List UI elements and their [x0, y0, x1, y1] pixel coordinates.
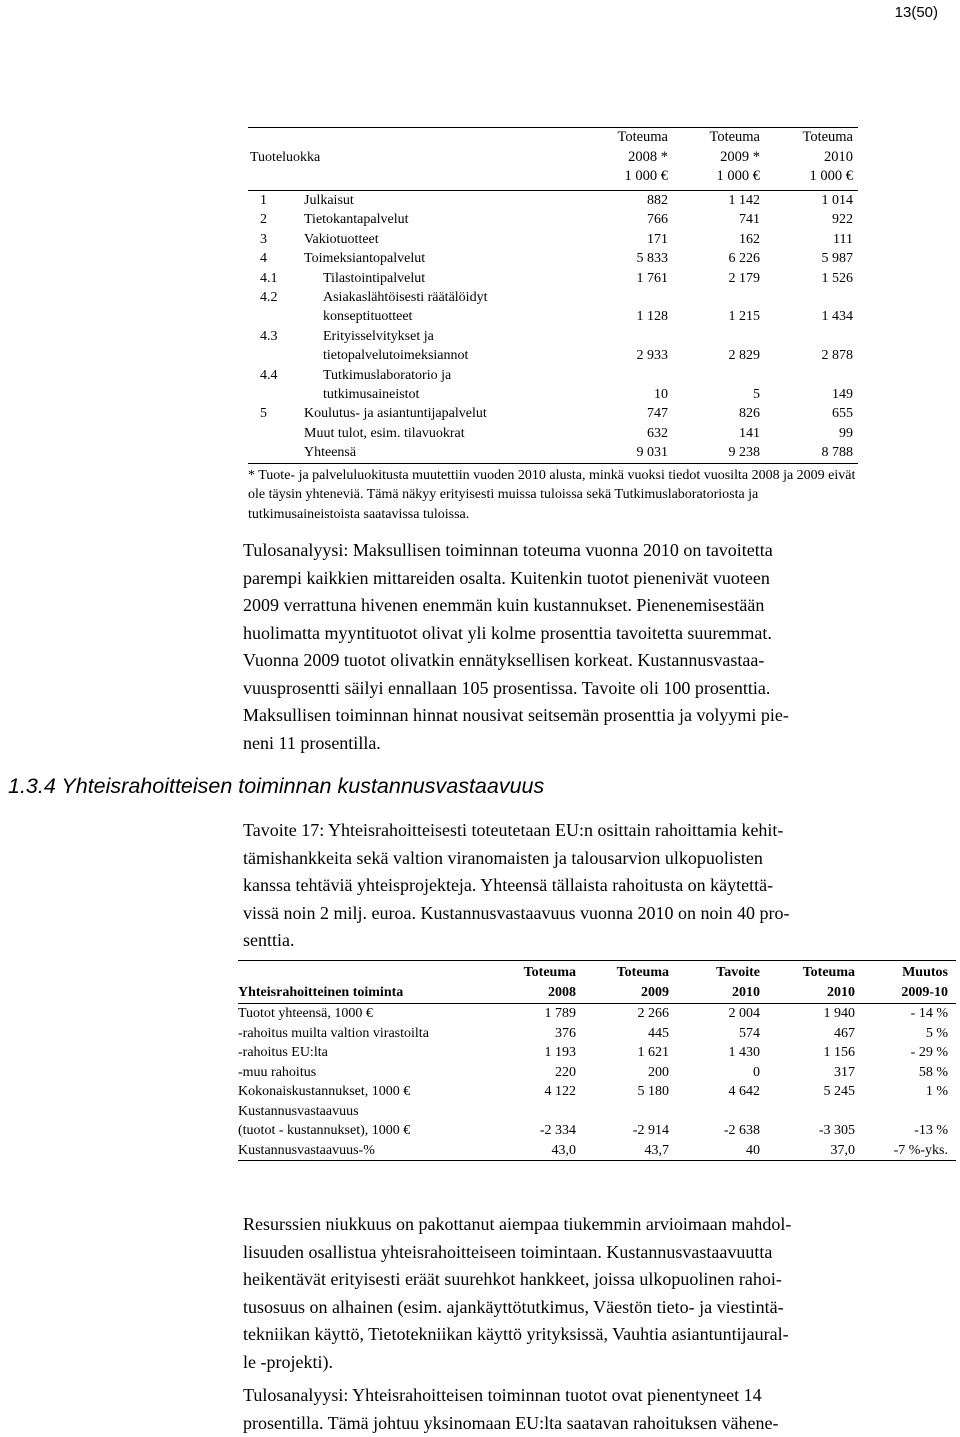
column-header: Toteuma 2010: [765, 963, 855, 1003]
table-row: [248, 327, 858, 366]
cell-value: 0: [670, 1063, 760, 1083]
row-number: 4: [260, 249, 267, 268]
cell-value: 467: [765, 1024, 855, 1044]
cell-value: 574: [670, 1024, 760, 1044]
row-number: 5: [260, 404, 267, 423]
text-line: Tulosanalyysi: Maksullisen toiminnan toteuma vuonna 2010 on tavoitetta: [243, 537, 943, 565]
row-label: [304, 249, 425, 268]
row-label-line: Koulutus- ja asiantuntijapalvelut: [304, 406, 487, 421]
analysis-paragraph: [243, 1382, 943, 1437]
row-label-line: Vakiotuotteet: [304, 232, 379, 247]
cell-value: 1 142: [670, 191, 760, 210]
cell-value: 99: [763, 424, 853, 443]
cell-value: 2 179: [670, 269, 760, 288]
cell-value: 4 642: [670, 1082, 760, 1102]
header-label: Yhteisrahoitteinen toiminta: [238, 985, 403, 1001]
text-line: Vuonna 2009 tuotot olivatkin ennätyksellisen korkeat. Kustannusvastaa-: [243, 647, 943, 675]
cell-value: 1 526: [763, 269, 853, 288]
row-number: 3: [260, 230, 267, 249]
row-label-line: tutkimusaineistot: [323, 385, 451, 404]
analysis-paragraph: [243, 537, 943, 757]
row-label: [238, 1063, 316, 1083]
cell-value: 1 761: [578, 269, 668, 288]
cell-value: 2 004: [670, 1004, 760, 1024]
row-label-line: Kokonaiskustannukset, 1000 €: [238, 1084, 410, 1099]
row-label: [323, 327, 468, 366]
cell-value: 1 156: [765, 1043, 855, 1063]
body-paragraph: [243, 1211, 943, 1376]
table-row: [238, 1004, 956, 1024]
cell-value: 317: [765, 1063, 855, 1083]
row-label-line: Tietokantapalvelut: [304, 212, 408, 227]
row-label-line: Tutkimuslaboratorio ja: [323, 368, 451, 383]
text-line: Resurssien niukkuus on pakottanut aiempaa tiukemmin arvioimaan mahdol-: [243, 1211, 943, 1239]
cell-value: -7 %-yks.: [858, 1141, 948, 1161]
section-heading: 1.3.4 Yhteisrahoitteisen toiminnan kustannusvastaavuus: [8, 774, 544, 799]
product-category-table: [248, 127, 858, 524]
row-label: [323, 269, 425, 288]
text-line: le -projekti).: [243, 1349, 943, 1377]
cell-value: -2 638: [670, 1121, 760, 1141]
cell-value: 58 %: [858, 1063, 948, 1083]
row-label: [304, 210, 408, 229]
text-line: lisuuden osallistua yhteisrahoitteiseen toimintaan. Kustannusvastaavuutta: [243, 1239, 943, 1267]
table-row: [238, 1063, 956, 1083]
column-header: Toteuma 2009 * 1 000 €: [665, 128, 760, 187]
column-header: Toteuma 2008: [486, 963, 576, 1003]
row-label-line: Kustannusvastaavuus: [238, 1104, 359, 1119]
cell-value: 1 128: [578, 307, 668, 326]
row-label: [238, 1004, 373, 1024]
row-label-line: konseptituotteet: [323, 307, 487, 326]
cell-value: 149: [763, 385, 853, 404]
cell-value: 37,0: [765, 1141, 855, 1161]
table-row: [248, 424, 858, 443]
goal-paragraph: [243, 817, 943, 955]
table-row: [238, 1102, 956, 1141]
page-number: 13(50): [895, 4, 938, 21]
cell-value: 2 933: [578, 346, 668, 365]
cell-value: 111: [763, 230, 853, 249]
cell-value: 1 621: [579, 1043, 669, 1063]
cell-value: 882: [578, 191, 668, 210]
row-label-line: Muut tulot, esim. tilavuokrat: [304, 426, 465, 441]
cell-value: 5 833: [578, 249, 668, 268]
row-label: [238, 1141, 375, 1161]
cell-value: 5: [670, 385, 760, 404]
column-header: Muutos 2009-10: [858, 963, 948, 1003]
cell-value: 5 987: [763, 249, 853, 268]
cell-value: 4 122: [486, 1082, 576, 1102]
text-line: senttia.: [243, 927, 943, 955]
column-header: Toteuma 2010 1 000 €: [758, 128, 853, 187]
cell-value: 1 193: [486, 1043, 576, 1063]
cell-value: 43,0: [486, 1141, 576, 1161]
table-footnote: * Tuote- ja palveluluokitusta muutettiin vuoden 2010 alusta, minkä vuoksi tiedot vuosilta 2008 ja 2009 eivät ole täysin yhteneviä. Tämä näkyy erityisesti muissa tuloissa sekä Tutkimuslaboratoriosta ja tutkimusaineistoista saatavissa tuloissa.: [248, 466, 858, 525]
row-number: 2: [260, 210, 267, 229]
cell-value: - 29 %: [858, 1043, 948, 1063]
cell-value: 1 434: [763, 307, 853, 326]
cell-value: 2 878: [763, 346, 853, 365]
cell-value: 1 %: [858, 1082, 948, 1102]
cell-value: 171: [578, 230, 668, 249]
cell-value: 43,7: [579, 1141, 669, 1161]
cell-value: -2 334: [486, 1121, 576, 1141]
cell-value: -3 305: [765, 1121, 855, 1141]
cell-value: 10: [578, 385, 668, 404]
row-label: [238, 1082, 410, 1102]
cell-value: 200: [579, 1063, 669, 1083]
table-row: [248, 210, 858, 229]
cell-value: 922: [763, 210, 853, 229]
table-row: [248, 288, 858, 327]
cell-value: 826: [670, 404, 760, 423]
text-line: Tulosanalyysi: Yhteisrahoitteisen toiminnan tuotot ovat pienentyneet 14: [243, 1382, 943, 1410]
row-label: [304, 191, 354, 210]
cell-value: 5 245: [765, 1082, 855, 1102]
table-row: [238, 1082, 956, 1102]
table-row: [238, 1141, 956, 1162]
cell-value: 40: [670, 1141, 760, 1161]
text-line: Maksullisen toiminnan hinnat nousivat seitsemän prosenttia ja volyymi pie-: [243, 702, 943, 730]
row-label-line: -muu rahoitus: [238, 1065, 316, 1080]
cell-value: 1 940: [765, 1004, 855, 1024]
row-label: [323, 288, 487, 327]
cell-value: 5 180: [579, 1082, 669, 1102]
table-row: [248, 249, 858, 268]
text-line: huolimatta myyntituotot olivat yli kolme prosenttia tavoitetta suuremmat.: [243, 620, 943, 648]
cell-value: 655: [763, 404, 853, 423]
row-number: 4.2: [260, 288, 278, 307]
row-label: [304, 230, 379, 249]
cell-value: 741: [670, 210, 760, 229]
text-line: tusosuus on alhainen (esim. ajankäyttötutkimus, Väestön tieto- ja viestintä-: [243, 1294, 943, 1322]
cell-value: 632: [578, 424, 668, 443]
cell-value: 6 226: [670, 249, 760, 268]
table-row: [248, 269, 858, 288]
joint-funding-table: [238, 960, 956, 1161]
cell-value: 1 430: [670, 1043, 760, 1063]
row-label: [323, 366, 451, 405]
text-line: tekniikan käyttö, Tietotekniikan käyttö yrityksissä, Vauhtia asiantuntijaural-: [243, 1321, 943, 1349]
header-label: Tuoteluokka: [250, 150, 320, 166]
cell-value: 766: [578, 210, 668, 229]
row-label-line: -rahoitus muilta valtion virastoilta: [238, 1026, 429, 1041]
row-label-line: Toimeksiantopalvelut: [304, 251, 425, 266]
row-label-line: Asiakaslähtöisesti räätälöidyt: [323, 290, 487, 305]
row-label-line: Kustannusvastaavuus-%: [238, 1143, 375, 1158]
table-row: [238, 1043, 956, 1063]
cell-value: 162: [670, 230, 760, 249]
table-total-row: Yhteensä 9 031 9 238 8 788: [248, 443, 858, 463]
row-label-line: Erityisselvitykset ja: [323, 329, 434, 344]
cell-value: - 14 %: [858, 1004, 948, 1024]
row-label-line: Tilastointipalvelut: [323, 271, 425, 286]
text-line: kanssa tehtäviä yhteisprojekteja. Yhteensä tällaista rahoitusta on käytettä-: [243, 872, 943, 900]
row-label: [238, 1024, 429, 1044]
table-row: [248, 191, 858, 210]
row-label: [238, 1043, 328, 1063]
row-label-line: Julkaisut: [304, 193, 354, 208]
row-label-line: Tuotot yhteensä, 1000 €: [238, 1006, 373, 1021]
row-label: [304, 424, 465, 443]
cell-value: 141: [670, 424, 760, 443]
cell-value: -2 914: [579, 1121, 669, 1141]
text-line: heikentävät erityisesti eräät suurehkot hankkeet, joissa ulkopuolinen rahoi-: [243, 1266, 943, 1294]
row-label-line: (tuotot - kustannukset), 1000 €: [238, 1121, 410, 1141]
row-label-line: tietopalvelutoimeksiannot: [323, 346, 468, 365]
text-line: tämishankkeita sekä valtion viranomaisten ja talousarvion ulkopuolisten: [243, 845, 943, 873]
row-number: 4.4: [260, 366, 278, 385]
text-line: neni 11 prosentilla.: [243, 730, 943, 758]
row-number: 1: [260, 191, 267, 210]
column-header: Tavoite 2010: [670, 963, 760, 1003]
cell-value: 1 014: [763, 191, 853, 210]
cell-value: 220: [486, 1063, 576, 1083]
column-header: Toteuma 2008 * 1 000 €: [573, 128, 668, 187]
row-label-line: -rahoitus EU:lta: [238, 1045, 328, 1060]
table-row: [238, 1024, 956, 1044]
table-header: [248, 127, 858, 191]
column-header: Toteuma 2009: [579, 963, 669, 1003]
row-number: 4.3: [260, 327, 278, 346]
text-line: vissä noin 2 milj. euroa. Kustannusvastaavuus vuonna 2010 on noin 40 pro-: [243, 900, 943, 928]
table-row: [248, 404, 858, 423]
text-line: 2009 verrattuna hivenen enemmän kuin kustannukset. Pienenemisestään: [243, 592, 943, 620]
cell-value: 2 829: [670, 346, 760, 365]
table-row: [248, 230, 858, 249]
text-line: prosentilla. Tämä johtuu yksinomaan EU:lta saatavan rahoituksen vähene-: [243, 1410, 943, 1437]
cell-value: -13 %: [858, 1121, 948, 1141]
table-row: [248, 366, 858, 405]
row-label: [238, 1102, 410, 1141]
text-line: Tavoite 17: Yhteisrahoitteisesti toteutetaan EU:n osittain rahoittamia kehit-: [243, 817, 943, 845]
cell-value: 1 215: [670, 307, 760, 326]
cell-value: 376: [486, 1024, 576, 1044]
cell-value: 2 266: [579, 1004, 669, 1024]
cell-value: 747: [578, 404, 668, 423]
table-header: [238, 960, 956, 1004]
row-number: 4.1: [260, 269, 278, 288]
text-line: parempi kaikkien mittareiden osalta. Kuitenkin tuotot pienenivät vuoteen: [243, 565, 943, 593]
text-line: vuusprosentti säilyi ennallaan 105 prosentissa. Tavoite oli 100 prosenttia.: [243, 675, 943, 703]
cell-value: 1 789: [486, 1004, 576, 1024]
cell-value: 5 %: [858, 1024, 948, 1044]
cell-value: 445: [579, 1024, 669, 1044]
row-label: [304, 404, 487, 423]
